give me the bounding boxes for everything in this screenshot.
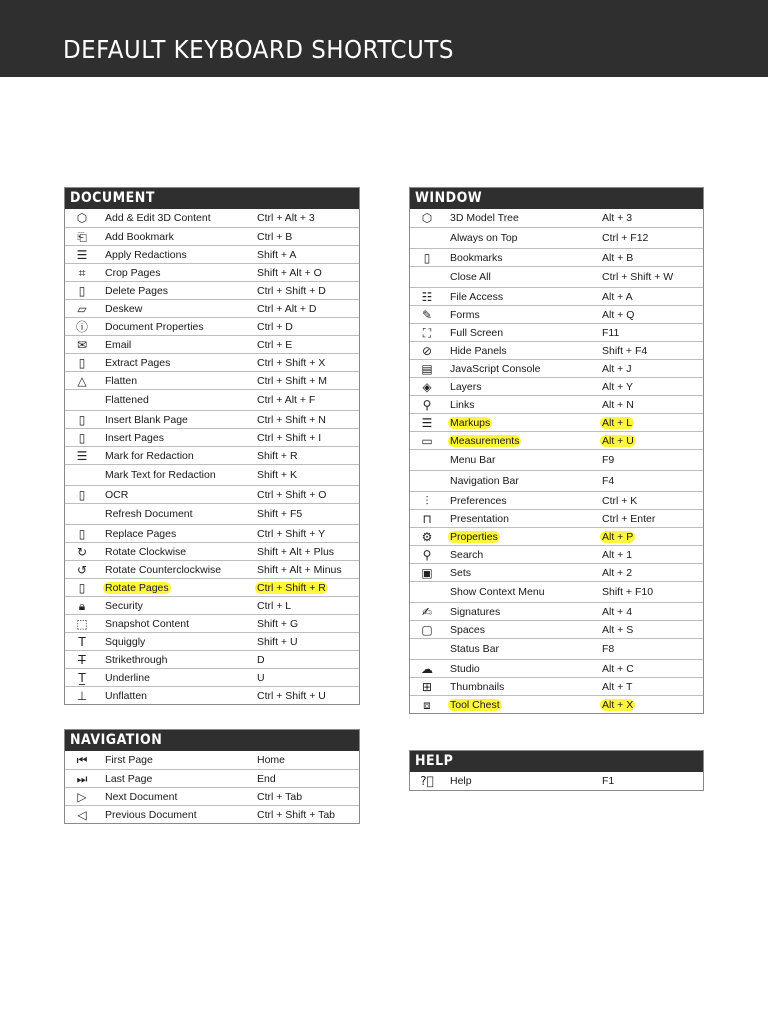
shortcut-keys: F8 [602,643,615,655]
shortcut-keys: Ctrl + Enter [602,512,656,525]
shortcut-row [410,581,703,602]
shortcut-label: Flatten [105,374,138,387]
shortcut-row [65,751,359,769]
shortcut-keys: Ctrl + Shift + W [602,271,674,283]
shortcut-row [410,359,703,377]
presentation-icon: ⊓ [422,511,432,526]
shortcut-keys: Ctrl + Shift + D [257,284,326,297]
shortcut-row [65,614,359,632]
redaction-apply-icon: ☰ [76,247,88,262]
shortcut-keys: Home [257,754,286,766]
shortcut-keys: Ctrl + Shift + U [257,689,326,702]
shortcut-label: Show Context Menu [450,586,545,598]
shortcut-keys: Ctrl + Shift + I [257,431,322,444]
shortcut-keys: U [257,671,265,684]
shortcut-row [65,578,359,596]
shortcut-row [410,659,703,677]
shortcut-keys: Ctrl + Shift + Y [257,527,326,540]
shortcut-label: Preferences [450,494,507,507]
shortcut-row [65,560,359,578]
shortcut-keys: Shift + G [257,617,299,630]
shortcut-row [410,287,703,305]
shortcut-row [65,428,359,446]
shortcut-keys: Alt + 3 [602,212,633,224]
shortcut-keys: Shift + F4 [602,344,648,357]
shortcut-row [410,323,703,341]
shortcut-row [65,668,359,686]
bookmark-add-icon: ⎗ [77,229,87,244]
shortcut-label: Rotate Clockwise [105,545,187,558]
shortcut-row [65,335,359,353]
shortcut-label: Deskew [105,302,143,315]
shortcut-label: Studio [450,662,480,675]
shortcut-label: Crop Pages [105,266,161,279]
shortcut-label: Unflatten [105,689,148,702]
shortcut-row [410,305,703,323]
shortcut-label: Forms [450,308,480,321]
shortcut-row [65,317,359,335]
markups-list-icon: ☰ [421,415,433,430]
shortcut-label: Snapshot Content [105,617,190,630]
shortcut-row [65,769,359,787]
help-icon: ?⃝ [420,774,434,788]
shortcut-label: Replace Pages [105,527,177,540]
gear-icon: ⚙ [421,529,433,544]
shortcut-label: Email [105,338,132,351]
preferences-sliders-icon: ⫶ [425,493,429,508]
lock-icon: 🔒︎ [78,598,86,613]
javascript-console-icon: ▤ [421,361,433,376]
shortcut-keys: Alt + T [602,680,633,693]
shortcut-keys: Alt + Y [602,380,634,393]
full-screen-icon: ⛶ [422,325,432,340]
shortcut-keys: Shift + F5 [257,508,303,520]
shortcut-keys: Ctrl + Shift + R [257,581,326,594]
squiggly-icon: T [78,634,86,649]
shortcut-label: Rotate Counterclockwise [105,563,222,576]
shortcut-keys: Alt + U [602,434,634,447]
rotate-clockwise-icon: ↻ [76,544,88,559]
shortcut-row [65,542,359,560]
shortcut-row [410,248,703,266]
shortcut-row [410,431,703,449]
next-document-icon: ▷ [77,789,87,804]
shortcut-keys: Shift + U [257,635,298,648]
shortcut-keys: Ctrl + Shift + N [257,413,326,426]
last-page-icon: ⏭︎ [76,771,88,786]
shortcut-row [410,341,703,359]
shortcut-label: Squiggly [105,635,146,648]
shortcut-label: Full Screen [450,326,504,339]
first-page-icon: ⏮︎ [76,753,88,767]
shortcut-label: Add Bookmark [105,230,174,243]
shortcut-label: First Page [105,754,153,766]
shortcut-row [410,227,703,248]
shortcut-label: Last Page [105,772,153,785]
redaction-mark-icon: ☰ [76,448,88,463]
section-title-window: WINDOW [410,188,703,209]
shortcut-label: Layers [450,380,482,393]
shortcut-keys: Alt + L [602,416,633,429]
shortcut-keys: D [257,653,265,666]
shortcut-label: Extract Pages [105,356,171,369]
page-insert-blank-icon: ▯ [78,412,86,427]
signature-icon: ✍ [421,604,433,619]
sets-icon: ▣ [421,565,433,580]
shortcut-row [410,527,703,545]
info-icon: ⓘ [75,319,88,334]
strikethrough-icon: T̶ [78,652,86,667]
shortcut-label: Apply Redactions [105,248,187,261]
shortcut-label: File Access [450,290,504,303]
ocr-icon: ▯ [78,487,86,502]
shortcut-row [65,524,359,542]
shortcut-label: Insert Pages [105,431,164,444]
shortcut-keys: Ctrl + Tab [257,790,303,803]
shortcut-keys: Shift + Alt + O [257,266,322,279]
shortcut-row [65,787,359,805]
page-title: DEFAULT KEYBOARD SHORTCUTS [63,35,454,64]
shortcut-row [65,686,359,704]
help-section [409,750,704,791]
shortcut-keys: Ctrl + Shift + X [257,356,326,369]
shortcut-row [410,677,703,695]
tool-chest-icon: ⧈ [423,697,431,712]
shortcut-label: Delete Pages [105,284,169,297]
shortcut-keys: Ctrl + F12 [602,232,649,244]
shortcut-label: Strikethrough [105,653,168,666]
thumbnails-icon: ⊞ [421,679,433,694]
shortcut-keys: Ctrl + L [257,599,292,612]
page-replace-icon: ▯ [78,526,86,541]
shortcut-label: Tool Chest [450,698,500,711]
shortcut-label: Spaces [450,623,486,636]
search-icon: ⚲ [422,547,432,562]
shortcut-keys: Ctrl + E [257,338,293,351]
shortcut-keys: Ctrl + Shift + O [257,488,327,501]
shortcut-keys: F4 [602,475,615,487]
shortcut-keys: Alt + P [602,530,634,543]
shortcut-row [65,353,359,371]
shortcut-row [410,395,703,413]
unflatten-icon: ⊥ [76,688,88,703]
studio-icon: ☁ [421,661,433,676]
deskew-icon: ▱ [77,301,87,316]
crop-icon: ⌗ [78,265,86,280]
shortcut-row [410,545,703,563]
shortcut-keys: Ctrl + Shift + Tab [257,808,336,821]
shortcut-row [65,263,359,281]
shortcut-label: Signatures [450,605,501,618]
shortcut-keys: Alt + B [602,251,634,264]
page-rotate-icon: ▯ [78,580,86,595]
shortcut-label: Hide Panels [450,344,507,357]
shortcut-label: Insert Blank Page [105,413,188,426]
shortcut-label: Previous Document [105,808,197,821]
page-delete-icon: ▯ [78,283,86,298]
shortcut-keys: F9 [602,454,615,466]
rotate-counterclockwise-icon: ↺ [76,562,88,577]
shortcut-label: Bookmarks [450,251,503,264]
window-section [409,187,704,714]
shortcut-row [65,299,359,317]
forms-icon: ✎ [421,307,433,322]
shortcut-row [65,281,359,299]
shortcut-row [65,227,359,245]
shortcut-row [410,491,703,509]
shortcut-keys: Alt + C [602,662,634,675]
shortcut-keys: Alt + A [602,290,633,303]
shortcut-row [410,620,703,638]
shortcut-row [410,209,703,227]
shortcut-row [65,371,359,389]
shortcut-label: Markups [450,416,491,429]
shortcut-keys: Ctrl + K [602,494,638,507]
shortcut-keys: Alt + 2 [602,566,633,579]
shortcut-label: Always on Top [450,232,518,244]
shortcut-label: Refresh Document [105,508,193,520]
shortcut-label: Mark for Redaction [105,449,194,462]
shortcut-row [410,772,703,790]
shortcut-keys: Ctrl + Shift + M [257,374,328,387]
shortcut-row [65,245,359,263]
shortcut-row [65,485,359,503]
section-title-document: DOCUMENT [65,188,359,209]
cube-icon: ⬡ [76,211,88,225]
shortcut-label: Links [450,398,475,411]
shortcut-row [410,470,703,491]
shortcut-row [65,596,359,614]
email-icon: ✉ [76,337,88,352]
shortcut-label: JavaScript Console [450,362,541,375]
shortcut-row [65,805,359,823]
shortcut-row [410,602,703,620]
shortcut-label: Next Document [105,790,178,803]
shortcut-keys: Alt + N [602,398,634,411]
shortcut-label: Search [450,548,484,561]
flatten-icon: △ [77,373,87,388]
file-access-icon: ☷ [421,289,433,304]
shortcut-keys: Ctrl + B [257,230,293,243]
shortcut-label: Document Properties [105,320,204,333]
shortcut-label: OCR [105,488,129,501]
shortcut-label: Measurements [450,434,520,447]
spaces-icon: ▢ [421,622,433,637]
shortcut-row [65,503,359,524]
shortcut-label: Navigation Bar [450,475,519,487]
shortcut-label: Status Bar [450,643,500,655]
shortcut-keys: Ctrl + Alt + 3 [257,212,315,224]
shortcut-keys: Alt + S [602,623,634,636]
shortcut-label: Close All [450,271,491,283]
shortcut-label: Properties [450,530,498,543]
shortcut-keys: Ctrl + D [257,320,293,333]
shortcut-row [65,209,359,227]
shortcut-keys: Alt + 4 [602,605,633,618]
shortcut-row [410,638,703,659]
shortcut-row [65,650,359,668]
ruler-icon: ▭ [421,433,433,448]
document-section [64,187,360,705]
shortcut-label: Underline [105,671,150,684]
section-title-help: HELP [410,751,703,772]
shortcut-label: Menu Bar [450,454,496,466]
shortcut-keys: End [257,772,276,785]
shortcut-keys: Shift + R [257,449,298,462]
shortcut-label: Presentation [450,512,509,525]
shortcut-keys: Alt + J [602,362,632,375]
shortcut-row [65,410,359,428]
shortcut-label: Security [105,599,143,612]
hide-panels-icon: ⊘ [421,343,433,358]
shortcut-row [410,377,703,395]
shortcut-keys: Shift + A [257,248,297,261]
underline-icon: T̲ [78,670,86,685]
shortcut-row [410,695,703,713]
previous-document-icon: ◁ [77,807,87,822]
snapshot-icon: ⬚ [76,616,88,631]
header-banner [0,0,768,77]
shortcut-label: Thumbnails [450,680,505,693]
shortcut-row [65,464,359,485]
shortcut-keys: Ctrl + Alt + F [257,394,316,406]
shortcut-label: Flattened [105,394,149,406]
shortcut-keys: F1 [602,775,615,787]
shortcut-keys: Alt + 1 [602,548,633,561]
shortcut-label: Sets [450,566,472,579]
page-extract-icon: ▯ [78,355,86,370]
shortcut-keys: F11 [602,326,620,339]
shortcut-row [65,446,359,464]
shortcut-keys: Shift + Alt + Plus [257,545,335,558]
shortcut-keys: Shift + K [257,469,297,481]
shortcut-row [410,449,703,470]
shortcut-keys: Ctrl + Alt + D [257,302,317,315]
shortcut-keys: Alt + Q [602,308,635,321]
shortcut-label: Add & Edit 3D Content [105,212,211,224]
shortcut-row [410,413,703,431]
shortcut-keys: Shift + F10 [602,586,654,598]
shortcut-label: Rotate Pages [105,581,169,594]
shortcut-row [65,632,359,650]
section-title-navigation: NAVIGATION [65,730,359,751]
shortcut-row [410,266,703,287]
shortcut-row [410,509,703,527]
shortcut-label: Mark Text for Redaction [105,469,216,481]
shortcut-row [65,389,359,410]
links-icon: ⚲ [422,397,432,412]
shortcut-row [410,563,703,581]
shortcut-label: 3D Model Tree [450,212,519,224]
shortcut-keys: Alt + X [602,698,634,711]
navigation-section [64,729,360,824]
shortcut-keys: Shift + Alt + Minus [257,563,342,576]
shortcut-label: Help [450,775,472,787]
layers-icon: ◈ [422,379,432,394]
3d-model-tree-icon: ⬡ [421,211,433,225]
bookmarks-icon: ▯ [423,250,431,265]
page-insert-icon: ▯ [78,430,86,445]
